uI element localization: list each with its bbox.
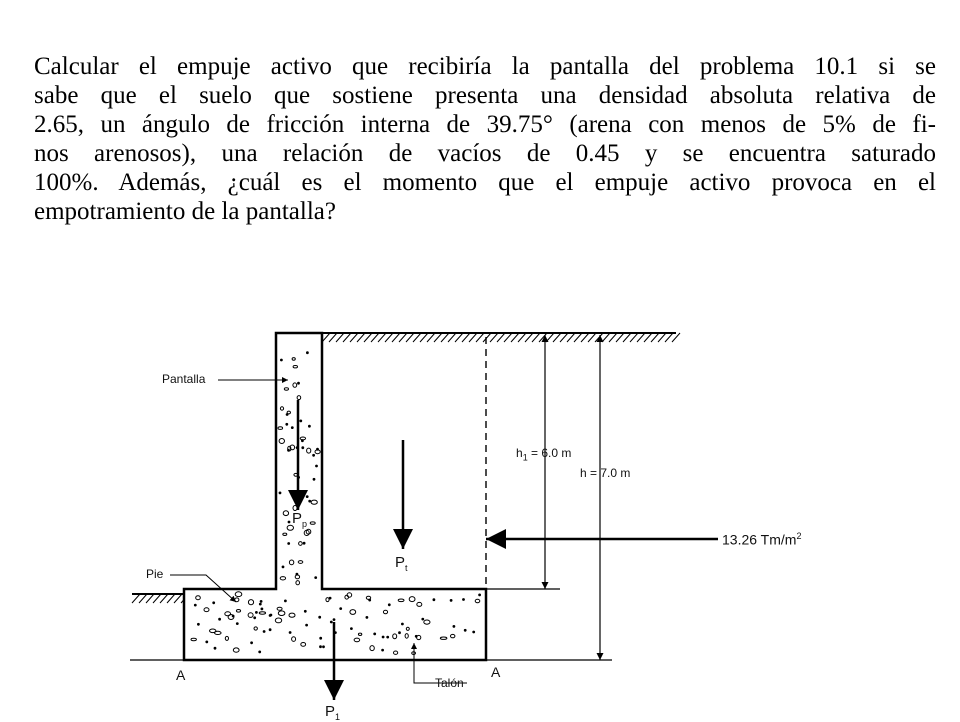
- talon-label: Talón: [435, 676, 464, 690]
- pp-label: [292, 510, 307, 529]
- active-thrust-label: [722, 531, 801, 548]
- p1-label: [325, 703, 340, 722]
- thrust-value: 13.26 Tm/m: [722, 531, 797, 548]
- problem-line-1: Calcular el empuje activo que recibiría la pantalla del problema 10.1 si se: [34, 53, 936, 80]
- concrete-wall: [184, 333, 486, 660]
- p1-symbol: P: [325, 703, 336, 720]
- problem-line-4: nos arenosos), una relación de vacíos de 0.45 y se encuentra saturado: [34, 140, 936, 167]
- problem-line-3: 2.65, un ángulo de fricción interna de 39.75° (arena con menos de 5% de fi-: [34, 111, 936, 138]
- point-a-right-label: A: [491, 664, 501, 680]
- backfill-ground-surface: [322, 333, 680, 342]
- pantalla-label: Pantalla: [162, 372, 206, 386]
- pt-symbol: P: [395, 554, 406, 571]
- h1-value: = 6.0 m: [527, 446, 572, 460]
- pp-symbol: P: [292, 510, 303, 527]
- pt-subscript: t: [405, 563, 408, 573]
- h1-subscript: 1: [522, 452, 528, 463]
- h1-symbol: h: [516, 446, 523, 460]
- pp-subscript: p: [302, 519, 308, 529]
- problem-line-2: sabe que el suelo que sostiene presenta una densidad absoluta relativa de: [34, 82, 936, 109]
- problem-line-6: empotramiento de la pantalla?: [34, 198, 336, 225]
- problem-line-5: 100%. Además, ¿cuál es el momento que el empuje activo provoca en el: [34, 169, 936, 196]
- pt-label: [395, 554, 408, 573]
- thrust-exponent: 2: [796, 531, 802, 541]
- h1-dimension-label: [516, 446, 571, 462]
- toe-ground-surface: [132, 594, 189, 603]
- p1-subscript: 1: [335, 712, 341, 722]
- pie-label: Pie: [146, 567, 164, 581]
- h-dimension-label: h = 7.0 m: [580, 466, 631, 480]
- point-a-left-label: A: [176, 667, 186, 683]
